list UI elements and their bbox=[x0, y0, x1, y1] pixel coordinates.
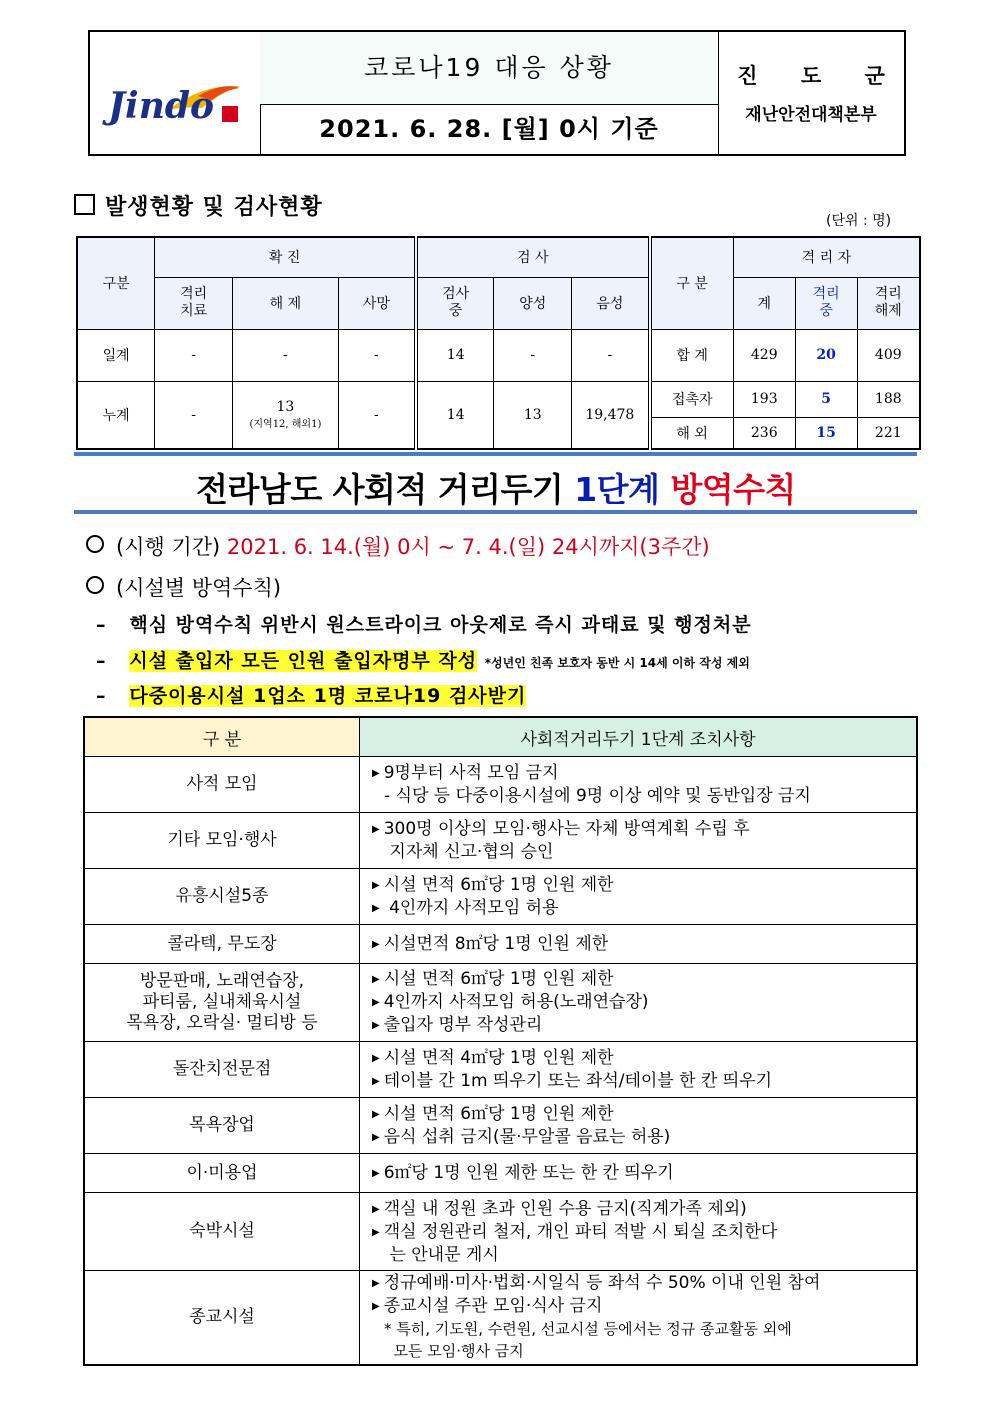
document-title: 코로나19 대응 상황 bbox=[260, 32, 718, 105]
banner-title bbox=[0, 464, 992, 511]
period-line bbox=[86, 531, 710, 561]
th-test: 검 사 bbox=[416, 237, 650, 277]
rule-category-line: 종교시설 bbox=[189, 1306, 255, 1327]
divider-top bbox=[74, 452, 917, 456]
logo-text: Jindo bbox=[108, 85, 215, 127]
rule-item-text: 6㎡당 1명 인원 제한 또는 한 칸 띄우기 bbox=[383, 1162, 674, 1183]
daily-positive: - bbox=[494, 329, 572, 381]
rule-item bbox=[372, 1162, 916, 1185]
triangle-bullet-icon: ▶ bbox=[372, 1301, 380, 1313]
banner-part3: 방역수칙 bbox=[659, 470, 796, 509]
daily-released: - bbox=[233, 329, 339, 381]
rules-row bbox=[84, 869, 917, 925]
iso-row-total: 193 bbox=[733, 381, 795, 417]
bullet-text: 시설 출입자 모든 인원 출입자명부 작성 bbox=[129, 650, 478, 672]
cum-released-value: 13 bbox=[276, 399, 295, 416]
rule-item bbox=[372, 991, 916, 1014]
rule-measures bbox=[360, 925, 918, 964]
rule-measures bbox=[360, 964, 918, 1042]
th-iso-treat: 격리 치료 bbox=[155, 277, 233, 329]
rule-category bbox=[84, 1042, 360, 1098]
unit-label: (단위 : 명) bbox=[826, 213, 892, 229]
rule-item-text: 객실 정원관리 철저, 개인 파티 적발 시 퇴실 조치한다 bbox=[383, 1221, 778, 1242]
triangle-bullet-icon: ▶ bbox=[372, 879, 380, 891]
rule-item-text: 시설 면적 6㎡당 1명 인원 제한 bbox=[383, 1103, 614, 1124]
iso-row-label: 해 외 bbox=[650, 417, 734, 449]
iso-row-released: 409 bbox=[857, 329, 920, 381]
rules-row bbox=[84, 1271, 917, 1365]
rule-category bbox=[84, 869, 360, 925]
divider-bottom bbox=[74, 510, 917, 514]
triangle-bullet-icon: ▶ bbox=[372, 938, 380, 950]
circle-bullet-icon bbox=[86, 576, 104, 594]
iso-row-released: 188 bbox=[857, 381, 920, 417]
th-released: 해 제 bbox=[233, 277, 339, 329]
rules-row bbox=[84, 1098, 917, 1154]
rule-category-line: 기타 모임·행사 bbox=[167, 830, 277, 850]
th-isolating: 격리 중 bbox=[795, 277, 857, 329]
iso-row-total: 236 bbox=[733, 417, 795, 449]
rules-row bbox=[84, 1042, 917, 1098]
triangle-bullet-icon: ▶ bbox=[372, 1167, 380, 1179]
bullet-note: *성년인 친족 보호자 동반 시 14세 이하 작성 제외 bbox=[484, 656, 750, 670]
rule-item bbox=[372, 1014, 916, 1037]
iso-row-total: 429 bbox=[733, 329, 795, 381]
triangle-bullet-icon: ▶ bbox=[372, 824, 380, 835]
bullet-text: 다중이용시설 1업소 1명 코로나19 검사받기 bbox=[129, 685, 527, 707]
rules-row bbox=[84, 925, 917, 964]
section-heading bbox=[74, 190, 323, 221]
circle-bullet-icon bbox=[86, 535, 104, 553]
daily-death: - bbox=[338, 329, 416, 381]
triangle-bullet-icon: ▶ bbox=[372, 902, 380, 914]
daily-negative: - bbox=[572, 329, 650, 381]
rule-item bbox=[372, 1221, 916, 1244]
bullet-text: 핵심 방역수칙 위반시 원스트라이크 아웃제로 즉시 과태료 및 행정처분 bbox=[129, 614, 752, 636]
iso-row-isolating: 5 bbox=[795, 381, 857, 417]
rule-category-line: 콜라텍, 무도장 bbox=[167, 933, 277, 954]
rule-category-line: 목욕장업 bbox=[189, 1115, 255, 1135]
iso-row-label: 접촉자 bbox=[650, 381, 734, 417]
rule-subitem: - 식당 등 다중이용시설에 9명 이상 예약 및 동반입장 금지 bbox=[384, 786, 811, 806]
rule-category bbox=[84, 1271, 360, 1365]
period-label: (시행 기간) bbox=[116, 535, 221, 559]
period-value: 2021. 6. 14.(월) 0시 ~ 7. 4.(일) 24시까지(3주간) bbox=[226, 535, 710, 559]
rules-row bbox=[84, 757, 917, 813]
rule-item-text: 4인까지 사적모임 허용 bbox=[383, 897, 559, 918]
th-death: 사망 bbox=[338, 277, 416, 329]
facility-bullet-1: – 핵심 방역수칙 위반시 원스트라이크 아웃제로 즉시 과태료 및 행정처분 bbox=[96, 614, 752, 636]
rule-measures bbox=[360, 1042, 918, 1098]
triangle-bullet-icon: ▶ bbox=[372, 768, 380, 779]
daily-testing: 14 bbox=[416, 329, 494, 381]
rules-row bbox=[84, 1193, 917, 1271]
rule-item-text: 300명 이상의 모임·행사는 자체 방역계획 수립 후 bbox=[383, 819, 750, 839]
rule-item bbox=[372, 1047, 916, 1070]
rule-measures bbox=[360, 757, 918, 813]
cum-death: - bbox=[338, 381, 416, 449]
triangle-bullet-icon: ▶ bbox=[372, 1226, 380, 1238]
status-table bbox=[76, 236, 921, 450]
rule-item bbox=[372, 1295, 916, 1318]
cum-released-note: (지역12, 해외1) bbox=[249, 419, 322, 431]
rule-category-line: 목욕장, 오락실· 멀티방 등 bbox=[126, 1013, 318, 1033]
rule-item-text: 9명부터 사적 모임 금지 bbox=[383, 763, 559, 783]
triangle-bullet-icon: ▶ bbox=[372, 1052, 380, 1064]
iso-row-label: 합 계 bbox=[650, 329, 734, 381]
rule-measures bbox=[360, 1193, 918, 1271]
triangle-bullet-icon: ▶ bbox=[372, 997, 380, 1008]
rule-item bbox=[372, 1126, 916, 1149]
cum-iso-treat: - bbox=[155, 381, 233, 449]
facility-bullet-3: – 다중이용시설 1업소 1명 코로나19 검사받기 bbox=[96, 685, 527, 707]
org-name: 진 도 군 bbox=[737, 64, 903, 88]
triangle-bullet-icon: ▶ bbox=[372, 1131, 380, 1143]
rule-item-text: 4인까지 사적모임 허용(노래연습장) bbox=[383, 992, 649, 1012]
iso-row-isolating: 20 bbox=[795, 329, 857, 381]
document-header bbox=[88, 30, 906, 156]
th-total: 계 bbox=[733, 277, 795, 329]
checkbox-square-icon bbox=[74, 194, 95, 215]
section-heading-text: 발생현황 및 검사현황 bbox=[105, 195, 323, 220]
row-daily-label: 일계 bbox=[77, 329, 155, 381]
rules-row bbox=[84, 1154, 917, 1193]
triangle-bullet-icon: ▶ bbox=[372, 1075, 380, 1087]
rule-category bbox=[84, 1154, 360, 1193]
rule-item-text: 출입자 명부 작성관리 bbox=[383, 1015, 543, 1035]
th-gubun: 구분 bbox=[77, 237, 155, 329]
cum-negative: 19,478 bbox=[572, 381, 650, 449]
th-positive: 양성 bbox=[494, 277, 572, 329]
th-confirmed: 확 진 bbox=[155, 237, 416, 277]
rule-item bbox=[372, 762, 916, 785]
rule-item-text: 시설면적 8㎡당 1명 인원 제한 bbox=[383, 933, 609, 954]
rule-item bbox=[372, 1198, 916, 1221]
rule-category-line: 돌잔치전문점 bbox=[172, 1059, 272, 1079]
rule-subitem: 모든 모임·행사 금지 bbox=[384, 1342, 524, 1361]
rule-subitem: 지자체 신고·협의 승인 bbox=[384, 842, 554, 862]
rule-item bbox=[372, 968, 916, 991]
rule-item-text: 테이블 간 1m 띄우기 또는 좌석/테이블 한 칸 띄우기 bbox=[383, 1070, 773, 1091]
rule-measures bbox=[360, 869, 918, 925]
rule-measures bbox=[360, 1098, 918, 1154]
th-negative: 음성 bbox=[572, 277, 650, 329]
th-gubun2: 구 분 bbox=[650, 237, 734, 329]
rule-item-text: 음식 섭취 금지(물·무알콜 음료는 허용) bbox=[383, 1126, 671, 1147]
rule-item-text: 객실 내 정원 초과 인원 수용 금지(직계가족 제외) bbox=[383, 1198, 747, 1219]
row-cumulative-label: 누계 bbox=[77, 381, 155, 449]
facility-label: (시설별 방역수칙) bbox=[116, 576, 282, 600]
facility-bullet-2: – 시설 출입자 모든 인원 출입자명부 작성 *성년인 친족 보호자 동반 시 14세 이하 작성 제외 bbox=[96, 650, 750, 672]
rule-measures bbox=[360, 1271, 918, 1365]
rule-item-text: 정규예배·미사·법회·시일식 등 좌석 수 50% 이내 인원 참여 bbox=[383, 1273, 821, 1294]
cum-positive: 13 bbox=[494, 381, 572, 449]
jindo-logo bbox=[90, 32, 261, 154]
iso-row-isolating: 15 bbox=[795, 417, 857, 449]
rule-category-line: 파티룸, 실내체육시설 bbox=[142, 992, 302, 1012]
facility-line bbox=[86, 572, 281, 602]
triangle-bullet-icon: ▶ bbox=[372, 974, 380, 985]
rule-item bbox=[372, 897, 916, 920]
banner-part1: 전라남도 사회적 거리두기 bbox=[196, 470, 575, 509]
rule-subitem: * 특히, 기도원, 수련원, 선교시설 등에서는 정규 종교활동 외에 bbox=[384, 1320, 792, 1339]
rule-category bbox=[84, 925, 360, 964]
rule-category bbox=[84, 1193, 360, 1271]
th-category: 구 분 bbox=[84, 717, 360, 757]
th-testing: 검사 중 bbox=[416, 277, 494, 329]
base-date: 2021. 6. 28. [월] 0시 기준 bbox=[319, 115, 659, 143]
rule-category-line: 사적 모임 bbox=[186, 774, 258, 794]
cum-testing: 14 bbox=[416, 381, 494, 449]
rule-category bbox=[84, 1098, 360, 1154]
daily-iso-treat: - bbox=[155, 329, 233, 381]
rule-category-line: 이·미용업 bbox=[186, 1162, 258, 1183]
rule-item-text: 시설 면적 6㎡당 1명 인원 제한 bbox=[383, 969, 614, 989]
rule-item bbox=[372, 874, 916, 897]
rule-category bbox=[84, 964, 360, 1042]
rule-measures bbox=[360, 813, 918, 869]
rule-measures bbox=[360, 1154, 918, 1193]
rule-category-line: 유흥시설5종 bbox=[175, 886, 269, 906]
th-measures: 사회적거리두기 1단계 조치사항 bbox=[360, 717, 918, 757]
rule-item bbox=[372, 818, 916, 841]
rule-category-line: 숙박시설 bbox=[189, 1221, 255, 1241]
iso-row-released: 221 bbox=[857, 417, 920, 449]
rule-item-text: 시설 면적 4㎡당 1명 인원 제한 bbox=[383, 1047, 614, 1068]
rule-category bbox=[84, 757, 360, 813]
rule-item bbox=[372, 1070, 916, 1093]
rule-category-line: 방문판매, 노래연습장, bbox=[139, 971, 304, 991]
rules-row bbox=[84, 964, 917, 1042]
rule-category bbox=[84, 813, 360, 869]
triangle-bullet-icon: ▶ bbox=[372, 1203, 380, 1215]
rule-item bbox=[372, 1272, 916, 1295]
triangle-bullet-icon: ▶ bbox=[372, 1108, 380, 1120]
triangle-bullet-icon: ▶ bbox=[372, 1020, 380, 1031]
rule-item-text: 종교시설 주관 모임·식사 금지 bbox=[383, 1296, 603, 1317]
rule-item bbox=[372, 1103, 916, 1126]
rule-item bbox=[372, 933, 916, 956]
th-isolation: 격 리 자 bbox=[733, 237, 920, 277]
triangle-bullet-icon: ▶ bbox=[372, 1278, 380, 1290]
org-dept: 재난안전대책본부 bbox=[745, 105, 877, 125]
rules-table bbox=[83, 716, 918, 1366]
rules-row bbox=[84, 813, 917, 869]
th-iso-released: 격리 해제 bbox=[857, 277, 920, 329]
cum-released bbox=[233, 381, 339, 449]
rule-subitem: 는 안내문 게시 bbox=[384, 1244, 499, 1265]
banner-level: 1단계 bbox=[574, 470, 660, 509]
rule-item-text: 시설 면적 6㎡당 1명 인원 제한 bbox=[383, 874, 614, 895]
